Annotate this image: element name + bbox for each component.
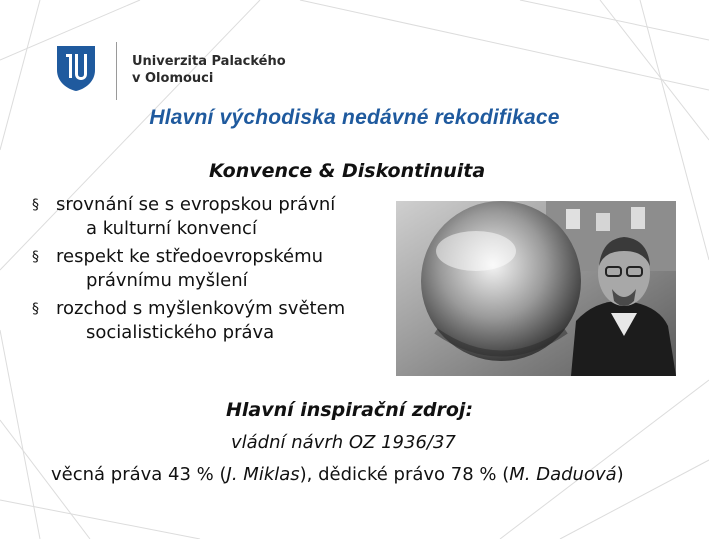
list-item bbox=[32, 297, 412, 345]
source-government-draft: vládní návrh OZ 1936/37 bbox=[231, 432, 456, 453]
slide-subtitle: Konvence & Diskontinuita bbox=[209, 160, 486, 182]
source-suffix: ) bbox=[616, 464, 624, 485]
list-item bbox=[32, 245, 412, 293]
bullet-list bbox=[32, 193, 412, 349]
bullet-mark: § bbox=[32, 301, 39, 317]
list-item bbox=[32, 193, 412, 241]
source-prefix: věcná práva 43 % ( bbox=[51, 464, 227, 485]
slide-title: Hlavní východiska nedávné rekodifikace bbox=[149, 106, 560, 129]
bullet-text-line1: srovnání se s evropskou právní bbox=[56, 194, 336, 215]
crystal-ball-portrait-photo bbox=[396, 201, 676, 376]
bullet-text-line2: a kulturní konvencí bbox=[86, 218, 257, 239]
university-name-line1: Univerzita Palackého bbox=[132, 54, 286, 69]
bullet-text-line1: rozchod s myšlenkovým světem bbox=[56, 298, 346, 319]
bullet-text-line2: právnímu myšlení bbox=[86, 270, 248, 291]
author-daduova: M. Daduová bbox=[509, 464, 617, 485]
university-name-line2: v Olomouci bbox=[132, 71, 214, 86]
author-miklas: J. Miklas bbox=[226, 464, 300, 485]
bullet-mark: § bbox=[32, 197, 39, 213]
bullet-mark: § bbox=[32, 249, 39, 265]
source-middle: ), dědické právo 78 % ( bbox=[299, 464, 510, 485]
university-name bbox=[132, 53, 286, 87]
bullet-text-line1: respekt ke středoevropskému bbox=[56, 246, 324, 267]
source-label: Hlavní inspirační zdroj: bbox=[226, 399, 474, 421]
source-percentages bbox=[51, 464, 624, 485]
bullet-text-line2: socialistického práva bbox=[86, 322, 275, 343]
logo-separator bbox=[116, 42, 117, 100]
university-logo-icon bbox=[55, 44, 97, 96]
